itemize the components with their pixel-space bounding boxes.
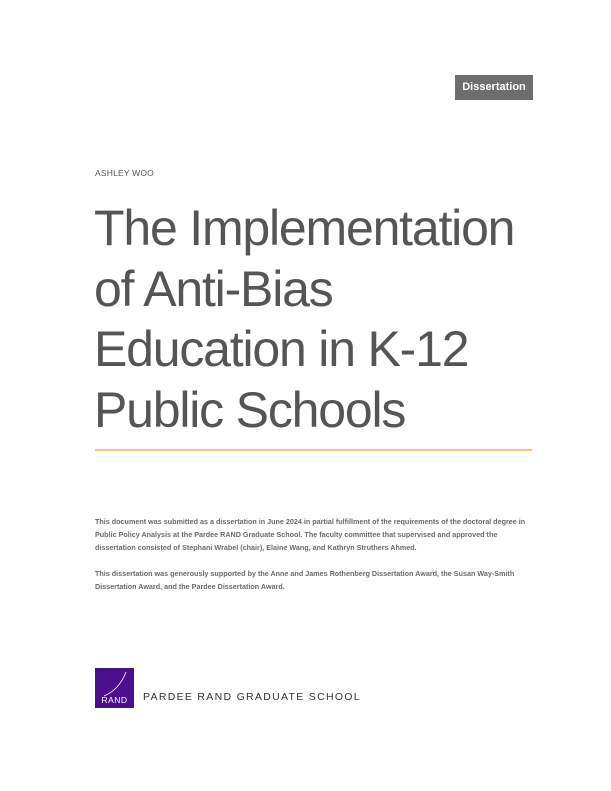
title-line: The Implementation xyxy=(94,200,515,256)
author-name: ASHLEY WOO xyxy=(95,168,154,178)
title-line: of Anti-Bias xyxy=(94,260,333,317)
funding-statement: This dissertation was generously supported by the Anne and James Rothenberg Dissertation Award, the Susan Way-Smith Dissertation Award, and the Pardee Dissertation Award. xyxy=(95,569,515,591)
title-line: Public Schools xyxy=(94,381,406,438)
title-line: Education in K-12 xyxy=(94,321,469,377)
document-type-badge: Dissertation xyxy=(455,75,533,100)
school-name: PARDEE RAND GRADUATE SCHOOL xyxy=(143,691,361,703)
document-title xyxy=(94,198,554,440)
title-divider xyxy=(95,449,532,451)
submission-statement: This document was submitted as a dissertation in June 2024 in partial fulfillment of the requirements of the doctoral degree in Public Policy Analysis at the Pardee RAND Graduate School. The faculty committee that supervised and approved the dissertation consisted of Stephani Wrabel (chair), Elaine Wang, and Kathryn Struthers Ahmed. xyxy=(95,517,526,552)
rand-logo-text: RAND xyxy=(101,695,128,705)
rand-logo xyxy=(95,668,134,708)
